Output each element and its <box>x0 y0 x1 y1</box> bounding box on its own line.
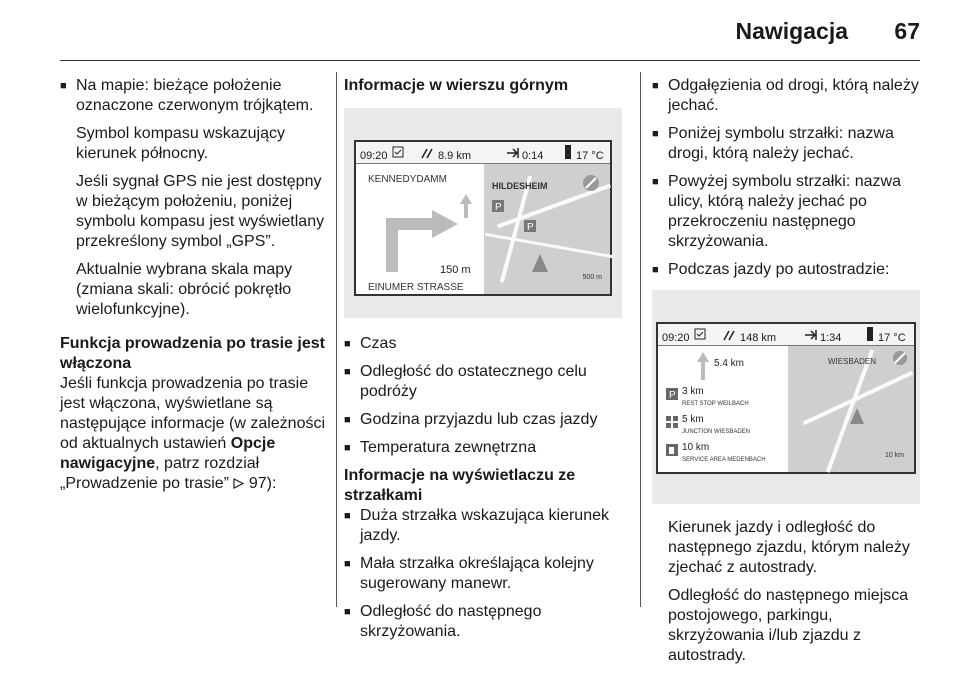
parking-icon <box>492 198 504 218</box>
list-item: ■ Czas <box>344 334 626 354</box>
list-item: ■ Temperatura zewnętrzna <box>344 438 626 458</box>
body-text: , patrz rozdział „Prowadzenie po trasie” <box>60 455 260 492</box>
exit-distance: 5.4 km <box>714 358 745 369</box>
fuel-icon <box>666 442 678 462</box>
clock-time: 09:20 <box>360 150 388 162</box>
street-name-top: KENNEDYDAMM <box>368 174 447 185</box>
thermometer-icon <box>866 327 874 348</box>
parking-icon <box>524 218 536 238</box>
distance-readout: 148 km <box>740 332 777 344</box>
column-divider <box>640 72 641 607</box>
section-heading: Informacje na wyświetlaczu ze strzałkami <box>344 467 576 504</box>
section-heading: Funkcja prowadzenia po trasie jest włączona <box>60 335 325 372</box>
poi-name: REST STOP WEILBACH <box>682 401 749 407</box>
page-header <box>0 0 960 62</box>
poi-distance: 3 km <box>682 386 704 397</box>
column-divider <box>336 72 337 607</box>
clock-icon <box>392 145 404 165</box>
status-bar <box>658 324 914 346</box>
map-scale: 500 m <box>582 274 602 281</box>
compass-icon <box>582 174 600 198</box>
list-item: ■ Godzina przyjazdu lub czas jazdy <box>344 410 626 430</box>
junction-icon <box>666 414 678 434</box>
clock-icon <box>694 327 706 347</box>
map-view <box>484 164 610 294</box>
column-3 <box>652 76 920 674</box>
road-icon <box>420 146 434 166</box>
arrow-reference-icon <box>233 475 244 492</box>
list-item: ■ Powyżej symbolu strzałki: nazwa ulicy, którą należy jechać po przekroczeniu następnego skrzyżowania. <box>652 172 920 252</box>
distance-readout: 8.9 km <box>438 150 472 162</box>
arrival-readout: 1:34 <box>820 332 842 344</box>
paragraph: Symbol kompasu wskazujący kierunek północny. <box>76 125 285 162</box>
svg-text:P: P <box>527 222 534 233</box>
paragraph: Aktualnie wybrana skala mapy (zmiana skali: obrócić pokrętło wielofunkcyjne). <box>76 261 293 318</box>
thermometer-icon <box>564 145 572 166</box>
paragraph: Jeśli sygnał GPS nie jest dostępny w bieżącym położeniu, poniżej symbolu kompasu jest wyświetlany przekreślony symbol „GPS”. <box>76 173 325 250</box>
list-item: ■ Poniżej symbolu strzałki: nazwa drogi, którą należy jechać. <box>652 124 920 164</box>
map-view <box>788 346 914 472</box>
destination-flag-icon <box>848 406 866 432</box>
poi-distance: 5 km <box>682 414 704 425</box>
list-item: ■ Podczas jazdy po autostradzie: <box>652 260 920 280</box>
paragraph: Odległość do następnego miejsca postojowego, parkingu, skrzyżowania i/lub zjazdu z autostrady. <box>668 587 909 664</box>
arrival-readout: 0:14 <box>522 150 544 162</box>
temperature-readout: 17 °C <box>878 332 906 344</box>
section-body <box>60 374 326 494</box>
destination-flag-icon <box>530 252 550 280</box>
poi-name: SERVICE AREA MEDENBACH <box>682 457 766 463</box>
motorway-screen-figure <box>652 290 920 504</box>
compass-icon <box>892 350 908 372</box>
list-item: ■ Odgałęzienia od drogi, którą należy jechać. <box>652 76 920 116</box>
column-1 <box>60 76 326 494</box>
parking-icon <box>666 386 678 406</box>
list-item: ■ Mała strzałka określająca kolejny sugerowany manewr. <box>344 554 626 594</box>
section-heading: Informacje w wierszu górnym <box>344 77 569 94</box>
map-scale: 10 km <box>884 452 904 459</box>
options-link-text: Opcje nawigacyjne <box>60 435 276 472</box>
motorway-display <box>656 322 916 474</box>
list-item: ■ Duża strzałka wskazująca kierunek jazdy. <box>344 506 626 546</box>
straight-arrow-icon <box>696 352 710 386</box>
list-item: ■ Odległość do ostatecznego celu podróży <box>344 362 626 402</box>
page-title: Nawigacja <box>735 18 848 44</box>
page-number: 67 <box>894 18 920 44</box>
svg-text:P: P <box>669 390 676 401</box>
list-item: ■ Odległość do następnego skrzyżowania. <box>344 602 626 642</box>
status-bar <box>356 142 610 164</box>
road-icon <box>722 328 736 348</box>
body-text: Jeśli funkcja prowadzenia po trasie jest włączona, wyświetlane są następujące informacje (w zależności od aktualnych ustawień <box>60 375 326 452</box>
navigation-display <box>354 140 612 296</box>
navigation-screen-figure <box>344 108 622 318</box>
poi-distance: 10 km <box>682 442 710 453</box>
city-label: WIESBADEN <box>828 357 877 366</box>
column-2 <box>344 76 626 650</box>
arrival-arrow-icon <box>506 146 520 166</box>
temperature-readout: 17 °C <box>576 150 604 162</box>
city-label: HILDESHEIM <box>492 181 548 191</box>
list-item: ■ Na mapie: bieżące położenie oznaczone czerwonym trójkątem. <box>60 76 326 116</box>
paragraph: Kierunek jazdy i odległość do następnego zjazdu, którym należy zjechać z autostrady. <box>668 519 910 576</box>
header-rule <box>60 60 920 61</box>
street-name-bottom: EINUMER STRASSE <box>368 282 464 293</box>
arrival-arrow-icon <box>804 328 818 348</box>
svg-text:P: P <box>495 202 502 213</box>
body-text: 97): <box>244 475 277 492</box>
turn-distance: 150 m <box>440 264 471 276</box>
clock-time: 09:20 <box>662 332 690 344</box>
poi-name: JUNCTION WIESBADEN <box>682 429 751 435</box>
